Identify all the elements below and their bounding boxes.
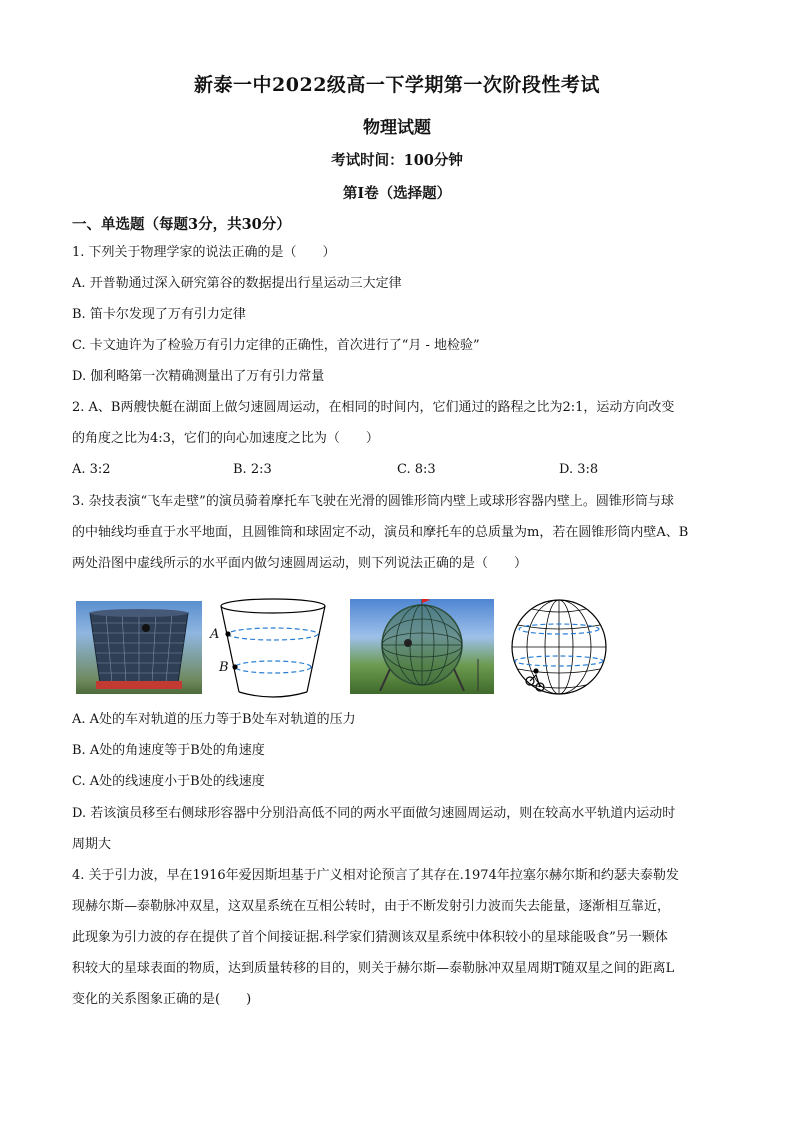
q4-stem-line1: 4. 关于引力波，早在1916年爱因斯坦基于广义相对论预言了其存在.1974年拉塞尔赫尔斯和约瑟夫泰勒发	[72, 868, 679, 883]
q3-option-c: C. A处的线速度小于B处的线速度	[72, 774, 265, 789]
section-title: 一、单选题（每题3分，共30分）	[72, 216, 291, 233]
q3-option-b: B. A处的角速度等于B处的角速度	[72, 743, 265, 758]
q4-stem-line3: 此现象为引力波的存在提供了首个间接证据.科学家们猜测该双星系统中体积较小的星球能吸食”另一颗体	[72, 930, 668, 945]
q1-option-a: A. 开普勒通过深入研究第谷的数据提出行星运动三大定律	[72, 276, 402, 291]
q4-stem-line5: 变化的关系图象正确的是( )	[72, 992, 252, 1007]
point-a-label: A	[210, 627, 220, 642]
q3-stem-line2: 的中轴线均垂直于水平地面，且圆锥筒和球固定不动，演员和摩托车的总质量为m，若在圆锥形筒内壁A、B	[72, 525, 689, 540]
q1-option-d: D. 伽利略第一次精确测量出了万有引力常量	[72, 369, 325, 384]
q2-option-d: D. 3:8	[559, 462, 599, 477]
cone-diagram	[210, 597, 335, 703]
q2-stem-line1: 2. A、B两艘快艇在湖面上做匀速圆周运动，在相同的时间内，它们通过的路程之比为2:1，运动方向改变	[72, 400, 675, 415]
point-b-label: B	[219, 660, 229, 675]
q2-stem-line2: 的角度之比为4:3，它们的向心加速度之比为（ ）	[72, 431, 379, 446]
q3-option-d-line1: D. 若该演员移至右侧球形容器中分别沿高低不同的两水平面做匀速圆周运动，则在较高水平轨道内运动时	[72, 806, 676, 821]
q1-option-b: B. 笛卡尔发现了万有引力定律	[72, 307, 246, 322]
subject-title: 物理试题	[363, 118, 431, 138]
q2-option-b: B. 2:3	[233, 462, 272, 477]
sphere-diagram	[504, 597, 614, 703]
volume-title: 第I卷（选择题）	[342, 185, 452, 202]
q4-stem-line2: 现赫尔斯—泰勒脉冲双星，这双星系统在互相公转时，由于不断发射引力波而失去能量，逐渐相互靠近，	[72, 899, 671, 914]
q3-stem-line1: 3. 杂技表演“飞车走壁”的演员骑着摩托车飞驶在光滑的圆锥形筒内壁上或球形容器内壁上。圆锥形筒与球	[72, 494, 674, 509]
exam-time: 考试时间：100分钟	[331, 152, 463, 169]
q3-stem-line3: 两处沿图中虚线所示的水平面内做匀速圆周运动，则下列说法正确的是（ ）	[72, 556, 528, 571]
cone-wall-photo	[76, 601, 202, 694]
q3-option-a: A. A处的车对轨道的压力等于B处车对轨道的压力	[72, 712, 356, 727]
q2-option-a: A. 3:2	[72, 462, 111, 477]
q4-stem-line4: 积较大的星球表面的物质，达到质量转移的目的，则关于赫尔斯—泰勒脉冲双星周期T随双星之间的距离L	[72, 961, 675, 976]
q1-stem: 1. 下列关于物理学家的说法正确的是（ ）	[72, 245, 336, 260]
q2-option-c: C. 8:3	[397, 462, 436, 477]
q1-option-c: C. 卡文迪许为了检验万有引力定律的正确性，首次进行了“月 - 地检验”	[72, 338, 480, 353]
exam-title: 新泰一中2022级高一下学期第一次阶段性考试	[194, 74, 600, 96]
q3-option-d-line2: 周期大	[72, 837, 112, 852]
sphere-cage-photo	[350, 599, 494, 694]
